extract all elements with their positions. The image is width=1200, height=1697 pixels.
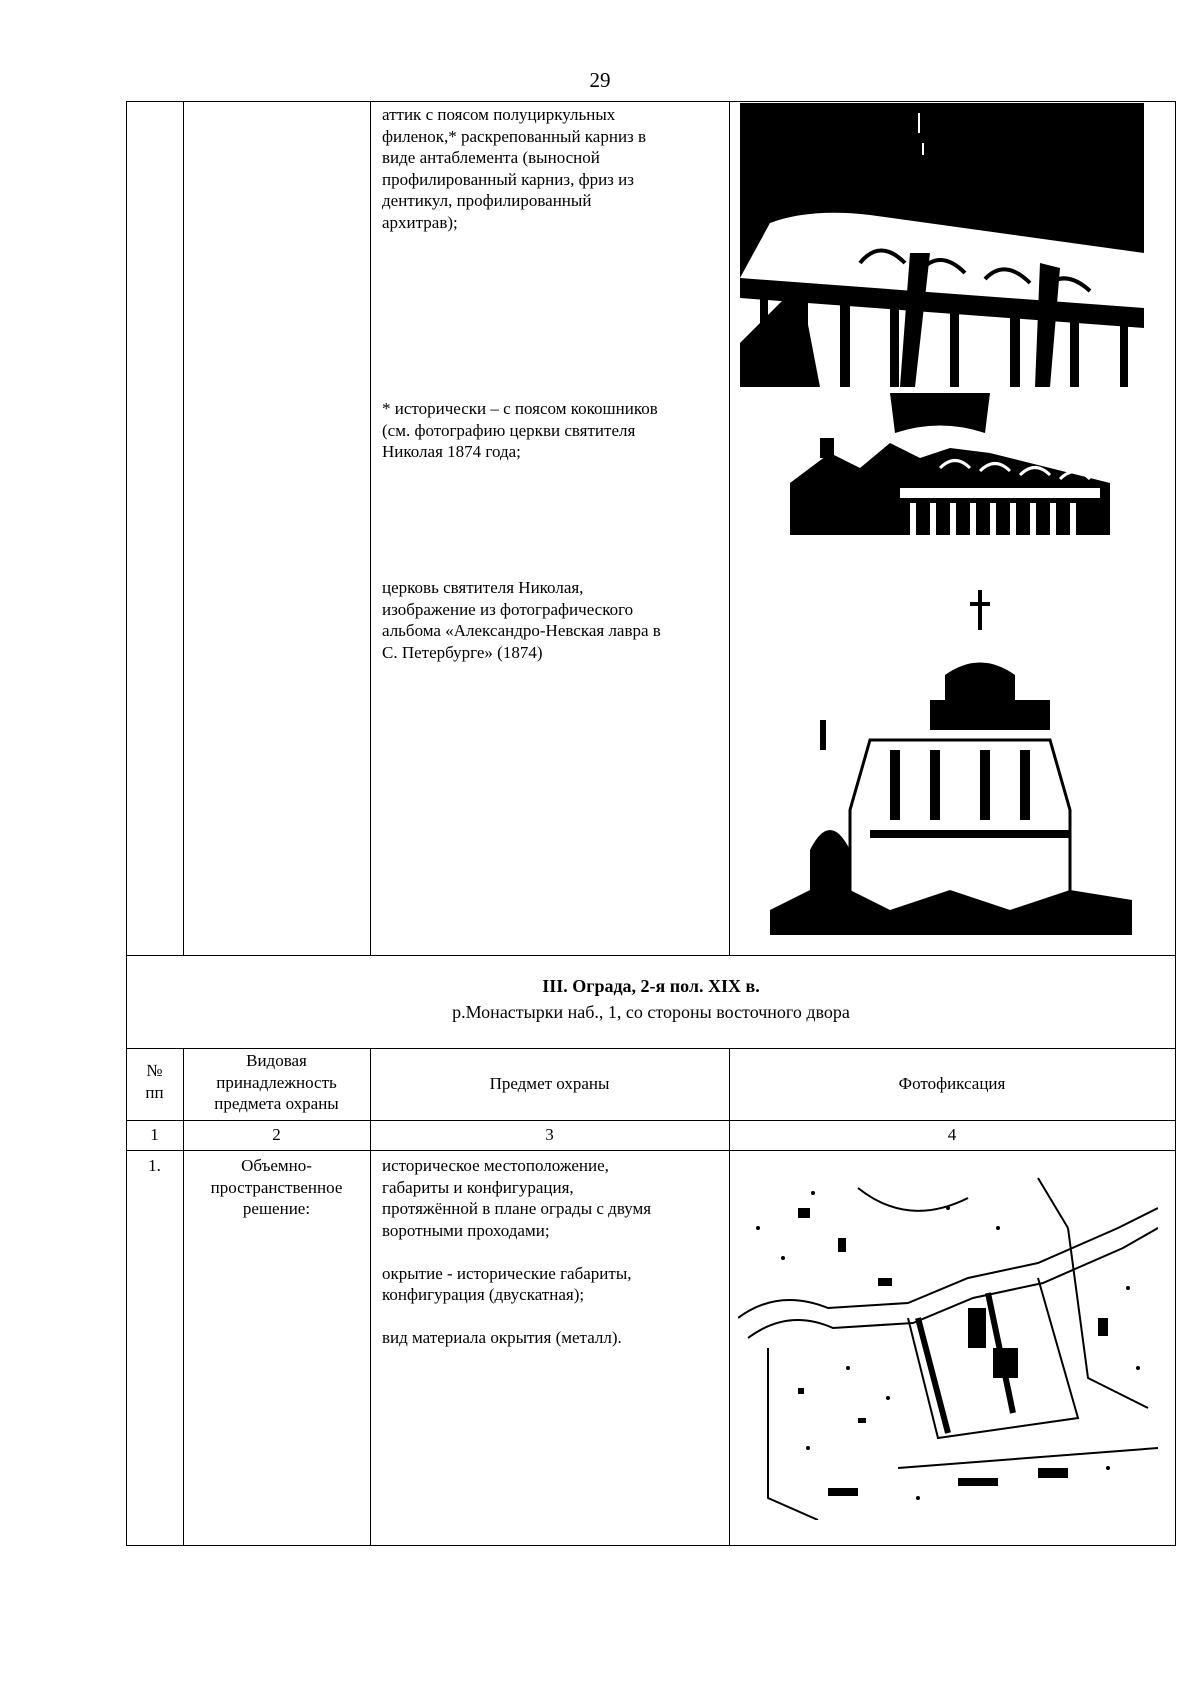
- col-divider-2-upper: [370, 101, 371, 955]
- continuation-text-photo-caption: церковь святителя Николая, изображение из фотографического альбома «Александро-Невская лавра в С. Петербурге» (1874): [382, 578, 661, 662]
- column-number-1: 1: [150, 1125, 159, 1144]
- col-divider-2-lower: [370, 1048, 371, 1545]
- row-divider-3: [126, 1120, 1176, 1121]
- row-1-number: 1.: [148, 1156, 161, 1175]
- page-number: 29: [589, 68, 611, 92]
- photo-site-plan: [738, 1168, 1158, 1520]
- col-divider-3-upper: [729, 101, 730, 955]
- header-subject: Предмет охраны: [489, 1074, 610, 1093]
- column-number-4: 4: [947, 1125, 957, 1144]
- continuation-text-historical-note: * исторически – с поясом кокошников (см. фотографию церкви святителя Николая 1874 года;: [382, 399, 658, 461]
- table-bottom-border: [126, 1545, 1176, 1546]
- row-1-subject: историческое местоположение, габариты и конфигурация, протяжённой в плане ограды с двумя воротными проходами; окрытие - исторические габариты, конфигурация (двускатная); вид материала окрытия (металл).: [382, 1156, 652, 1347]
- row-divider-1: [126, 955, 1176, 956]
- header-photo: Фотофиксация: [898, 1074, 1006, 1093]
- row-1-type: Объемно- пространственное решение:: [210, 1156, 343, 1218]
- col-divider-1-lower: [183, 1048, 184, 1545]
- continuation-text-attic: аттик с поясом полуциркульных филенок,* раскрепованный карниз в виде антаблемента (выносной профилированный карниз, фриз из дентикул, профилированный архитрав);: [382, 105, 647, 232]
- header-number: № пп: [145, 1061, 164, 1102]
- table-left-border: [126, 101, 127, 1545]
- section-address: р.Монастырки наб., 1, со стороны восточного двора: [452, 1002, 850, 1022]
- row-divider-2: [126, 1048, 1176, 1049]
- section-title-text: III. Ограда, 2-я пол. XIX в.: [542, 976, 760, 996]
- table-top-border: [126, 101, 1176, 102]
- photo-church-st-nicholas-1874: [770, 580, 1132, 935]
- row-divider-4: [126, 1150, 1176, 1151]
- table-right-border: [1175, 101, 1176, 1545]
- header-type: Видовая принадлежность предмета охраны: [214, 1051, 339, 1113]
- column-number-3: 3: [545, 1125, 554, 1144]
- col-divider-3-lower: [729, 1048, 730, 1545]
- photo-cornice-attic: [740, 103, 1144, 387]
- column-number-2: 2: [272, 1125, 281, 1144]
- col-divider-1-upper: [183, 101, 184, 955]
- section-title: [126, 974, 1176, 998]
- photo-kokoshnik-belt: [790, 393, 1110, 535]
